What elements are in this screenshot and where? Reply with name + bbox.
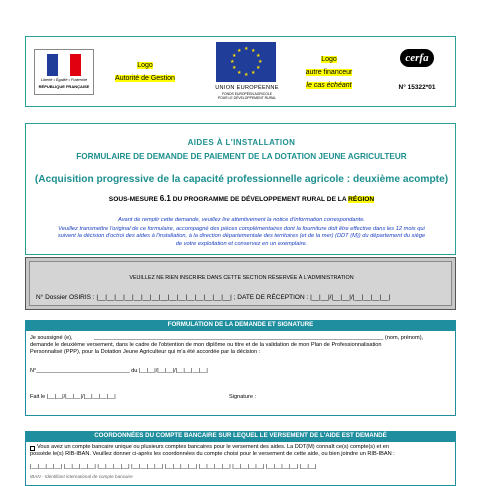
bank-checkbox-line-2: possède le(s) RIB-IBAN. Veuillez donner ci-après les coordonnées du compte choisi pour le versement de cette aide, ou bien joindre un RIB-IBAN : <box>30 451 395 457</box>
instructions <box>32 217 451 248</box>
sous-mesure-number: 6.1 <box>159 194 171 203</box>
cerfa-logo: cerfa <box>400 49 434 67</box>
cerfa-number: N° 15322*01 <box>398 84 436 91</box>
instructions-line-3: suivent la décision d'octroi des aides à l'installation, à la direction départementale des territoires (et de la mer) (DDT (M)) du département du siège <box>57 233 426 239</box>
ppp-line: Personnalisé (PPP), pour la Dotation Jeune Agriculteur qui m'a été accordée par la décision : <box>30 349 261 355</box>
iban-field[interactable]: |__|__|__|__| |__|__|__|__| |__|__|__|__| |__|__|__|__| |__|__|__|__| |__|__|__|__| |__|__|__|__| |__|__|__|__| |__|__| <box>30 464 317 470</box>
instructions-line-1: Avant de remplir cette demande, veuillez lire attentivement la notice d'information correspondante. <box>118 217 365 223</box>
nom-prenom-field[interactable]: _____________________________________________________________________________________________ (nom, prénom), <box>94 335 424 341</box>
sous-mesure-line <box>26 194 457 203</box>
decision-number-field[interactable]: N°______________________________ du |__|__|/|__|__|/|__|__|__|__| <box>30 368 208 374</box>
logo-financeur-note: le cas échéant <box>306 82 352 89</box>
logo-gestion-label: Logo <box>137 62 153 69</box>
republique-francaise-logo <box>34 49 94 95</box>
sous-mesure-region: RÉGION <box>348 196 375 203</box>
bank-section <box>25 441 456 486</box>
admin-notice: VEUILLEZ NE RIEN INSCRIRE DANS CETTE SECTION RÉSERVÉE À L'ADMINISTRATION <box>129 275 354 281</box>
rf-name: RÉPUBLIQUE FRANÇAISE <box>38 84 90 89</box>
logo-financeur-caption: autre financeur <box>305 69 353 76</box>
eu-name: UNION EUROPÉENNE <box>215 85 279 91</box>
iban-caption: IBAN - Identifiant international de compte bancaire <box>30 474 133 479</box>
demande-line: demande le deuxième versement, dans le cadre de l'obtention de mon diplôme ou titre et de la validation de mon Plan de Professionnalisation <box>30 342 382 348</box>
formulation-section <box>25 330 456 416</box>
logo-gestion-placeholder <box>110 59 180 85</box>
admin-inner <box>29 261 452 306</box>
title-aides: AIDES À L'INSTALLATION <box>187 138 296 147</box>
title-box <box>25 123 456 255</box>
french-flag-icon <box>47 54 81 76</box>
sous-mesure-prefix: SOUS-MESURE <box>108 196 160 203</box>
admin-section <box>25 257 456 310</box>
formulation-header: FORMULATION DE LA DEMANDE ET SIGNATURE <box>25 320 456 330</box>
osiris-dossier-field: N° Dossier OSIRIS : |__|__|__|__|__|__|__|__|__|__|__|__|__|__|__| ; DATE DE RÉCEPTION : |__|__|/|__|__|/|__|__|__|__| <box>36 294 391 301</box>
logo-strip <box>25 36 456 107</box>
title-formulaire: FORMULAIRE DE DEMANDE DE PAIEMENT DE LA DOTATION JEUNE AGRICULTEUR <box>76 152 407 161</box>
title-acquisition: (Acquisition progressive de la capacité professionnelle agricole : deuxième acompte) <box>34 174 449 185</box>
logo-gestion-caption: Autorité de Gestion <box>115 75 175 82</box>
logo-financeur-placeholder <box>294 53 364 92</box>
rf-motto: Liberté • Égalité • Fraternité <box>40 78 88 82</box>
soussigne-label: Je soussigné (e), <box>30 335 73 341</box>
bank-header: COORDONNÉES DU COMPTE BANCAIRE SUR LEQUEL LE VERSEMENT DE L'AIDE EST DEMANDÉ <box>25 431 456 441</box>
logo-financeur-label: Logo <box>321 56 337 63</box>
eu-fund-line-1: FONDS EUROPÉEN AGRICOLE <box>221 92 273 96</box>
eu-fund <box>202 92 292 100</box>
eu-flag-icon: ★ ★ ★ ★ ★ ★ ★ ★ ★ ★ ★ ★ <box>216 42 276 82</box>
instructions-line-2: Veuillez transmettre l'original de ce formulaire, accompagné des pièces complémentaires dont la fourniture doit être effective dans les 12 mois qui <box>58 225 425 232</box>
fait-le-field[interactable]: Fait le |__|__|/|__|__|/|__|__|__|__| <box>30 394 116 400</box>
instructions-line-4: de votre exploitation et conservez en un exemplaire. <box>175 240 308 247</box>
bank-checkbox-line-1: Vous avez un compte bancaire unique ou plusieurs comptes bancaires pour le versement des aides. La DDT(M) connaît ce(s) compte(s) et en <box>37 444 389 450</box>
sous-mesure-mid: DU PROGRAMME DE DÉVELOPPEMENT RURAL DE LA <box>170 196 349 203</box>
signature-label: Signature : <box>229 394 257 400</box>
eu-fund-line-2: POUR LE DÉVELOPPEMENT RURAL <box>217 96 277 100</box>
